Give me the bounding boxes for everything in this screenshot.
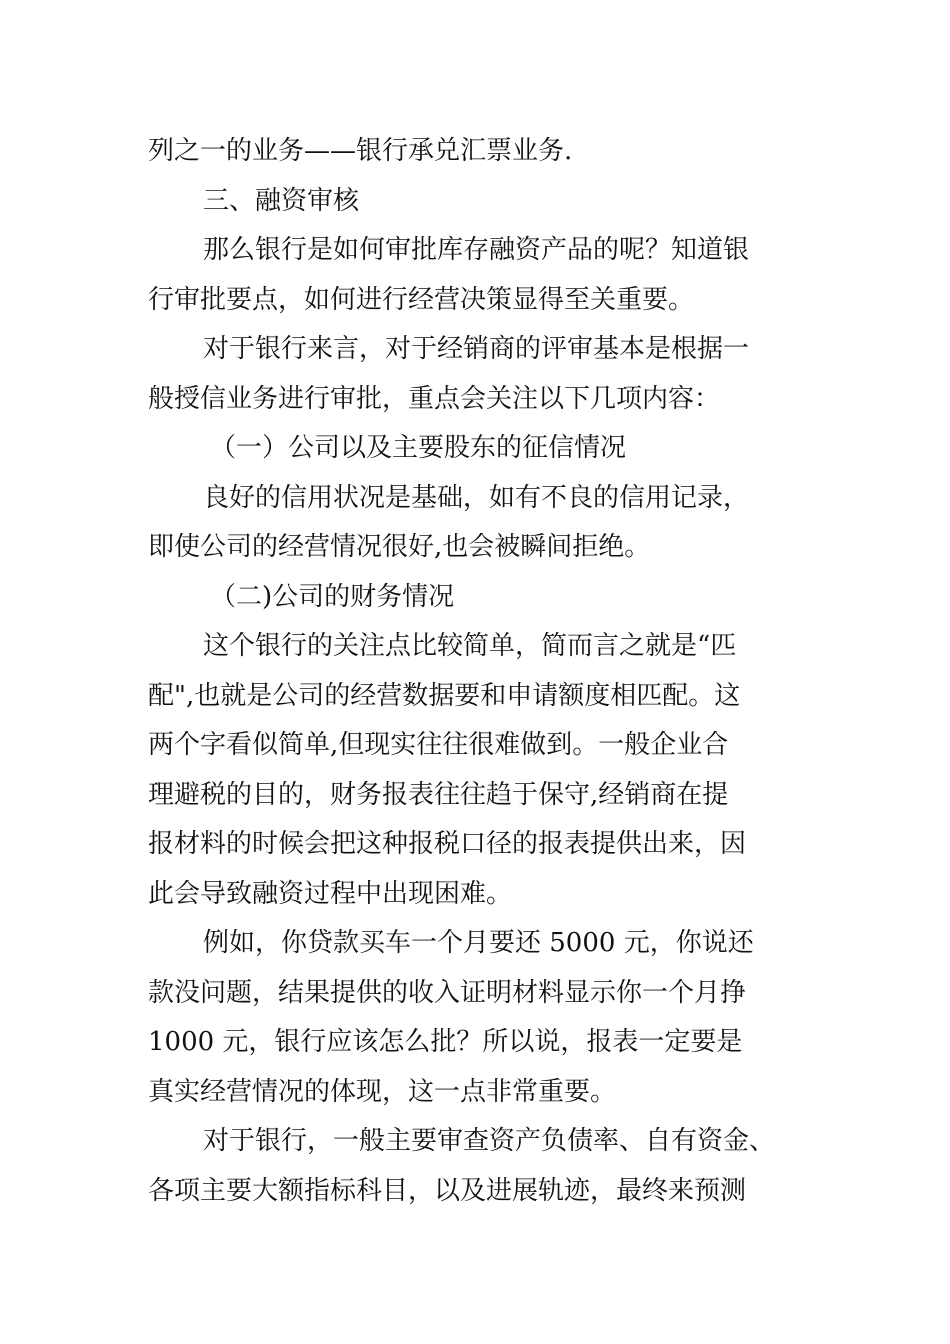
text-line: 对于银行，一般主要审查资产负债率、自有资金、 [203,1126,776,1156]
text-line: 真实经营情况的体现，这一点非常重要。 [148,1076,617,1107]
text-line: 配",也就是公司的经营数据要和申请额度相匹配。这 [148,680,741,711]
text-line: 款没问题，结果提供的收入证明材料显示你一个月挣 [148,977,747,1008]
text-line: 行审批要点，如何进行经营决策显得至关重要。 [148,284,695,315]
text-line: 这个银行的关注点比较简单，简而言之就是“匹 [203,631,737,661]
text-line: 良好的信用状况是基础，如有不良的信用记录， [203,482,750,513]
text-line: 即使公司的经营情况很好,也会被瞬间拒绝。 [148,532,651,562]
text-line: 那么银行是如何审批库存融资产品的呢？知道银 [203,235,750,265]
text-line: 列之一的业务——银行承兑汇票业务. [148,136,573,166]
text-line: 此会导致融资过程中出现困难。 [148,878,513,909]
text-line: 理避税的目的，财务报表往往趋于保守,经销商在提 [148,779,729,810]
text-line: 1000 元，银行应该怎么批？所以说，报表一定要是 [148,1027,743,1057]
text-line: 般授信业务进行审批，重点会关注以下几项内容： [148,383,721,414]
section-heading: 三、融资审核 [203,185,360,216]
subsection-heading: （一）公司以及主要股东的征信情况 [210,433,627,463]
text-line: 例如，你贷款买车一个月要还 5000 元，你说还 [203,928,754,958]
document-body [148,127,838,1216]
subsection-heading: （二)公司的财务情况 [210,581,455,612]
text-line: 对于银行来言，对于经销商的评审基本是根据一 [203,334,750,364]
text-line: 两个字看似简单,但现实往往很难做到。一般企业合 [148,730,729,760]
text-line: 报材料的时候会把这种报税口径的报表提供出来，因 [148,829,747,859]
text-line: 各项主要大额指标科目，以及进展轨迹，最终来预测 [148,1175,747,1206]
